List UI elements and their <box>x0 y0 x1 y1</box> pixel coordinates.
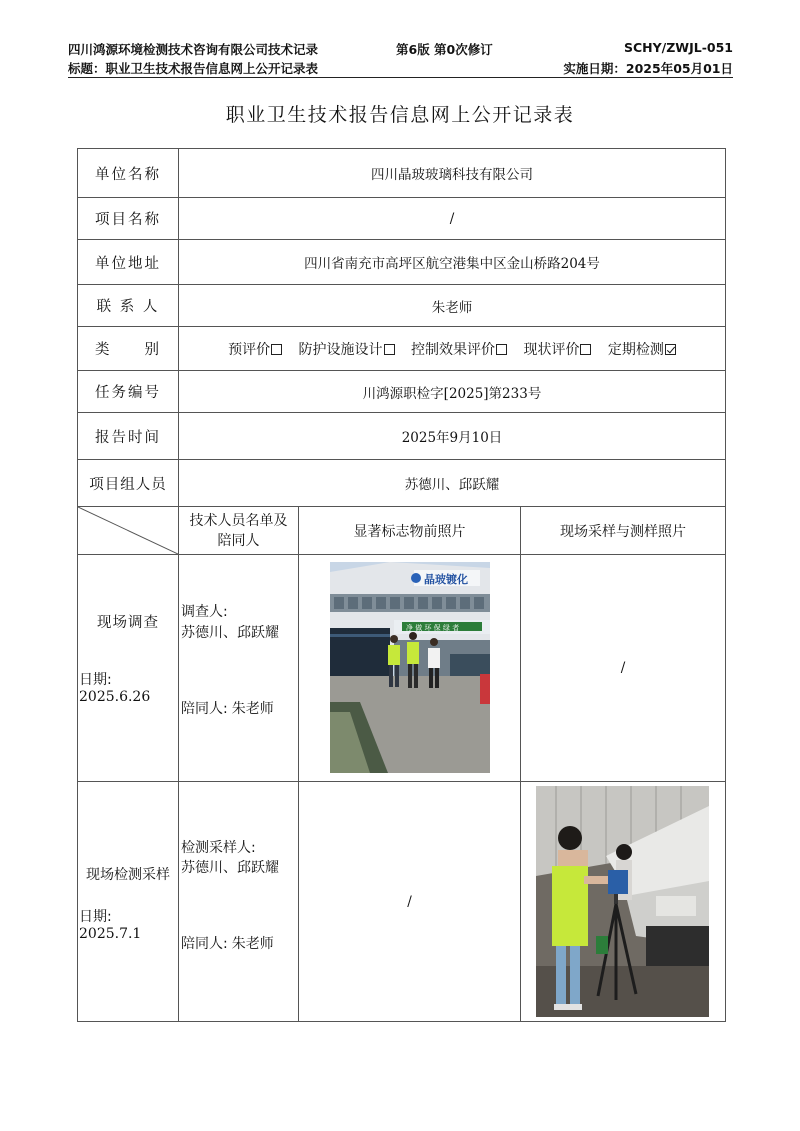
sampler-names: 苏德川、邱跃耀 <box>181 860 279 876</box>
task-no-label: 任务编号 <box>78 371 179 413</box>
field-sampling-cell <box>78 782 179 1022</box>
page-title: 职业卫生技术报告信息网上公开记录表 <box>225 104 575 126</box>
category-option-protection-design[interactable] <box>299 342 395 358</box>
checkbox-icon <box>580 344 591 355</box>
photo-table-header <box>78 507 726 555</box>
unit-name-value: 四川晶玻玻璃科技有限公司 <box>179 149 726 198</box>
investigator-label: 调查人: <box>181 604 228 620</box>
row-field-sampling <box>78 782 726 1022</box>
landmark-photo-cell <box>299 555 521 782</box>
unit-name-label: 单位名称 <box>78 149 179 198</box>
row-contact <box>78 285 726 327</box>
sampling-companion-row <box>181 933 274 953</box>
unit-address-label: 单位地址 <box>78 240 179 285</box>
row-task-no <box>78 371 726 413</box>
header-divider <box>68 77 733 78</box>
category-option-periodic-detection[interactable] <box>608 342 676 358</box>
survey-companion-row <box>181 698 274 718</box>
sampling-scene-image <box>536 786 709 1017</box>
category-option-status-evaluation[interactable] <box>523 342 591 358</box>
row-report-time <box>78 413 726 460</box>
category-options <box>179 327 726 371</box>
landmark-photo-column-header: 显著标志物前照片 <box>299 507 521 555</box>
contact-value: 朱老师 <box>179 285 726 327</box>
task-no-value: 川鸿源职检字[2025]第233号 <box>179 371 726 413</box>
effective-date: 实施日期：2025年05月01日 <box>563 61 733 76</box>
category-option-label: 防护设施设计 <box>298 341 383 358</box>
diagonal-line <box>78 507 178 554</box>
checkbox-icon <box>271 344 282 355</box>
report-time-label: 报告时间 <box>78 413 179 460</box>
survey-sampling-photo-cell: / <box>521 555 726 782</box>
sampling-photo-cell <box>521 782 726 1022</box>
survey-staff-cell <box>179 555 299 782</box>
category-option-label: 定期检测 <box>607 341 664 358</box>
team-value: 苏德川、邱跃耀 <box>179 460 726 507</box>
companion-name: 朱老师 <box>231 936 274 952</box>
row-field-survey <box>78 555 726 782</box>
field-survey-cell <box>78 555 179 782</box>
row-team <box>78 460 726 507</box>
row-unit-name <box>78 149 726 198</box>
project-name-value: / <box>179 198 726 240</box>
unit-address-value: 四川省南充市高坪区航空港集中区金山桥路204号 <box>179 240 726 285</box>
companion-label: 陪同人: <box>181 936 228 952</box>
sampling-date-label: 日期: <box>79 909 112 925</box>
contact-label: 联 系 人 <box>78 285 179 327</box>
field-sampling-title: 现场检测采样 <box>86 867 170 883</box>
sampling-landmark-photo-cell: / <box>299 782 521 1022</box>
survey-date-value: 2025.6.26 <box>79 689 151 705</box>
companion-name: 朱老师 <box>231 701 274 717</box>
sampling-photo <box>536 786 709 1017</box>
row-category <box>78 327 726 371</box>
document-code: SCHY/ZWJL-051 <box>623 40 733 55</box>
factory-gate-image <box>330 562 490 773</box>
team-label: 项目组人员 <box>78 460 179 507</box>
sampling-staff-cell <box>179 782 299 1022</box>
row-unit-address <box>78 240 726 285</box>
checked-checkbox-icon <box>665 344 676 355</box>
version-info: 第6版 第0次修订 <box>396 42 493 57</box>
category-option-pre-evaluation[interactable] <box>228 342 282 358</box>
subject-title: 标题：职业卫生技术报告信息网上公开记录表 <box>68 61 319 76</box>
project-name-label: 项目名称 <box>78 198 179 240</box>
category-option-label: 现状评价 <box>523 341 580 358</box>
checkbox-icon <box>384 344 395 355</box>
category-option-label: 控制效果评价 <box>411 341 495 358</box>
svg-text:净 做 环 保 绿 者: 净 做 环 保 绿 者 <box>406 624 460 632</box>
staff-column-header: 技术人员名单及陪同人 <box>179 507 299 555</box>
diagonal-header-cell <box>78 507 179 555</box>
sampling-date-value: 2025.7.1 <box>79 926 142 942</box>
category-option-control-effect[interactable] <box>411 342 507 358</box>
row-project-name <box>78 198 726 240</box>
sampling-photo-column-header: 现场采样与测样照片 <box>521 507 726 555</box>
survey-date-label: 日期: <box>79 672 112 688</box>
report-time-value: 2025年9月10日 <box>179 413 726 460</box>
investigator-names: 苏德川、邱跃耀 <box>181 625 279 641</box>
factory-gate-photo <box>330 562 490 773</box>
record-table <box>77 148 726 1022</box>
category-option-label: 预评价 <box>228 341 271 358</box>
companion-label: 陪同人: <box>181 701 228 717</box>
checkbox-icon <box>496 344 507 355</box>
company-record-title: 四川鸿源环境检测技术咨询有限公司技术记录 <box>68 42 319 57</box>
category-label: 类 别 <box>78 327 179 371</box>
field-survey-title: 现场调查 <box>97 615 159 631</box>
sampler-label: 检测采样人: <box>181 840 256 856</box>
svg-text:晶玻镀化: 晶玻镀化 <box>424 573 468 586</box>
